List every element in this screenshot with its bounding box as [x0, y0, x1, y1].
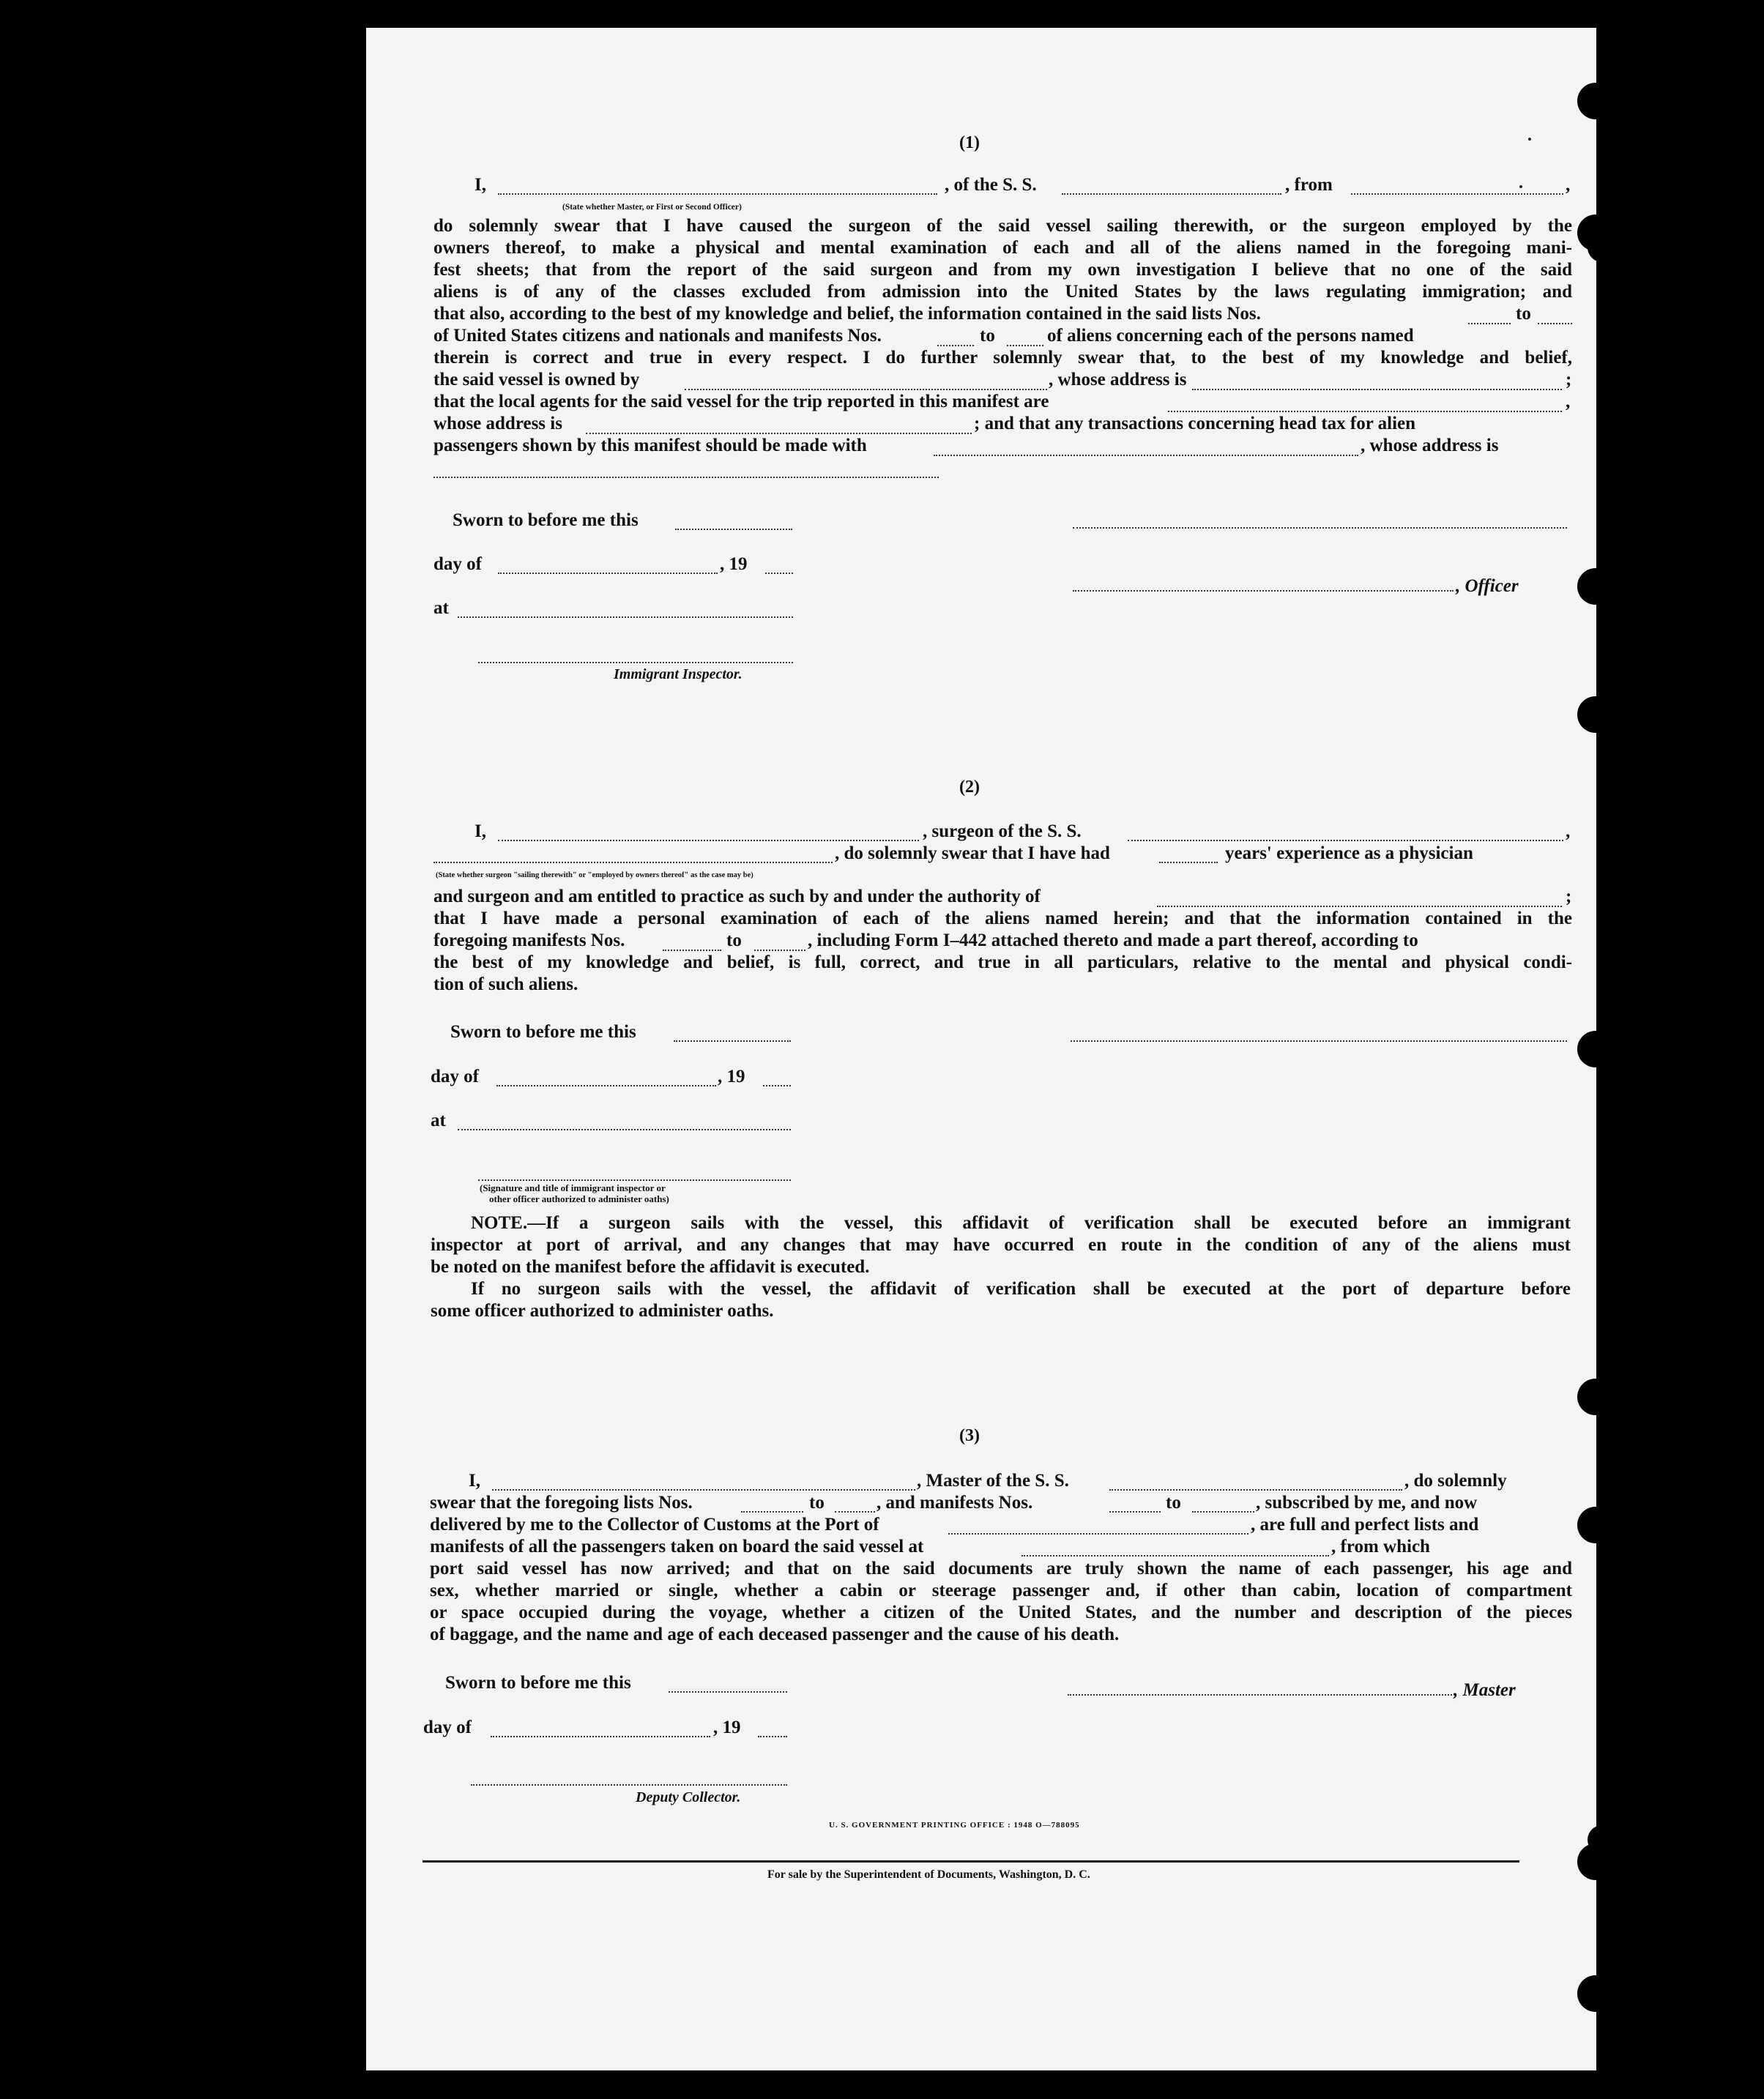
- immigrant-inspector-label: Immigrant Inspector.: [614, 666, 743, 682]
- s2-sworn: Sworn to before me this: [450, 1022, 636, 1042]
- s1-line1-ss: , of the S. S.: [945, 175, 1037, 195]
- s1-line1-from: , from: [1285, 175, 1333, 195]
- punch-hole: [1577, 83, 1614, 119]
- punch-hole: [1577, 696, 1614, 733]
- punch-hole: [1588, 1825, 1617, 1854]
- sale-notice: For sale by the Superintendent of Documents, Washington, D. C.: [767, 1868, 1090, 1881]
- s2-note-surgeon: (State whether surgeon "sailing therewith" or "employed by owners thereof" as the case may be): [436, 871, 753, 879]
- s1-line1-i: I,: [475, 175, 486, 195]
- section-2-heading: (2): [959, 778, 980, 797]
- s1-note-officer: (State whether Master, or First or Second Officer): [562, 203, 742, 212]
- s3-sworn: Sworn to before me this: [445, 1673, 631, 1693]
- document-page: (1) I, , of the S. S. , from , (State whether Master, or First or Second Officer) do solemnly swear that I have caused the surgeon of the said vessel sailing therewith, or the surgeon employed by the owners thereof, to make a physical and mental examination of each and all of the aliens named in the foregoing mani- fest sheets; that from the report of the said surgeon and from my own investigation I believe that no one of the said aliens is of any of the classes excluded from admission into the United States by the laws regulating immigration; and that also, according to the best of my knowledge and belief, the information contained in the said lists Nos. to of United States citizens and nationals and manifests Nos. to of aliens concerning each of the persons named therein is correct and true in every respect. I do further solemnly swear that, to the best of my knowledge and belief, the said vessel is owned by , whose address is ; that the local agents for the said vessel for the trip reported in this manifest are , whose address is ; and that any transactions concerning head tax for alien passengers shown by this manifest should be made with , whose address is Sworn to before me this day of , 19 , Officer at Immigrant Inspector. (2) I, , surgeon of the S. S. , , do solemnly swear that I have had years' experience as a physician (State whether surgeon "sailing therewith" or "employed by owners thereof" as the case may be) and surgeon and am entitled to practice as such by and under the authority of ; that I have made a personal examination of each of the aliens named herein; and that the information contained in the foregoing manifests Nos. to , including Form I–442 attached thereto and made a part thereof, according to the best of my knowledge and belief, is full, correct, and true in all particulars, relative to the mental and physical condi- tion of such aliens. Sworn to before me this day of , 19 at (Signature and title of immigrant inspector or other officer authorized to administer oaths) NOTE.—If a surgeon sails with the vessel, this affidavit of verification shall be executed before an immigrant inspector at port of arrival, and any changes that may have occurred en route in the condition of any of the aliens must be noted on the manifest before the affidavit is executed. If no surgeon sails with the vessel, the affidavit of verification shall be executed at the port of departure before some officer authorized to administer oaths. (3) I, , Master of the S. S. , do solemnly swear that the foregoing lists Nos. to , and manifests Nos. to , subscribed by me, and now delivered by me to the Collector of Customs at the Port of , are full and perfect lists and manifests of all the passengers taken on board the said vessel at , from which port said vessel has now arrived; and that on the said documents are truly shown the name of each passenger, his age and sex, whether married or single, whether a cabin or steerage passenger and, if other than cabin, location of compartment or space occupied during the voyage, whether a citizen of the United States, and the number and description of the pieces of baggage, and the name and age of each deceased passenger and the cause of his death. Sworn to before me this , Master day of , 19 Deputy Collector. U. S. GOVERNMENT PRINTING OFFICE : 1948 O—788095 For sale by the Superintendent of Documents, Washington, D. C.: [366, 28, 1596, 2070]
- note-paragraph: NOTE.—If a surgeon sails with the vessel, this affidavit of verification shall be executed before an immigrant: [471, 1213, 1571, 1233]
- officer-label: , Officer: [1456, 576, 1519, 596]
- master-label: , Master: [1454, 1680, 1516, 1700]
- punch-hole: [1577, 1975, 1614, 2012]
- punch-hole: [1588, 233, 1617, 262]
- speck: [1528, 138, 1531, 141]
- gpo-imprint: U. S. GOVERNMENT PRINTING OFFICE : 1948 O—788095: [829, 1821, 1080, 1830]
- speck: [1519, 185, 1522, 188]
- section-1-heading: (1): [959, 133, 980, 152]
- punch-hole: [1577, 568, 1614, 605]
- section-3-heading: (3): [959, 1426, 980, 1445]
- deputy-collector-label: Deputy Collector.: [636, 1789, 741, 1805]
- punch-hole: [1577, 1379, 1614, 1415]
- punch-hole: [1577, 1507, 1614, 1543]
- punch-hole: [1577, 1031, 1614, 1067]
- s1-sworn: Sworn to before me this: [453, 510, 639, 530]
